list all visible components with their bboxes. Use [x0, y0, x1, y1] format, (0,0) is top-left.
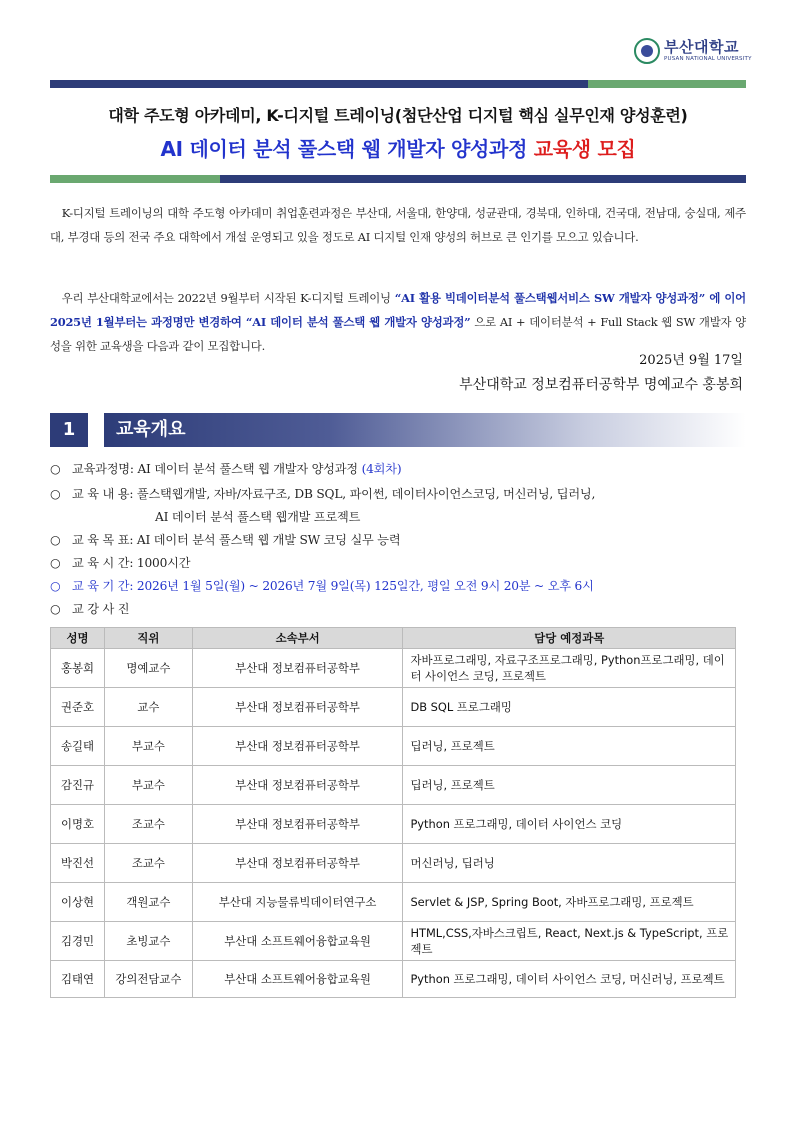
item-course-name — [50, 460, 401, 477]
table-row — [51, 649, 736, 688]
logo-english: PUSAN NATIONAL UNIVERSITY — [664, 55, 752, 62]
cell-title: 명예교수 — [104, 649, 192, 688]
cell-title: 강의전담교수 — [104, 961, 192, 998]
cell-name: 이명호 — [51, 805, 105, 844]
cell-dept: 부산대 정보컴퓨터공학부 — [192, 766, 403, 805]
cell-subject: 머신러닝, 딥러닝 — [403, 844, 736, 883]
cell-dept: 부산대 지능물류빅데이터연구소 — [192, 883, 403, 922]
cell-subject: 자바프로그래밍, 자료구조프로그래밍, Python프로그래밍, 데이터 사이언스 코딩, 프로젝트 — [403, 649, 736, 688]
university-logo — [634, 36, 752, 66]
bullet-icon: ○ — [50, 533, 61, 547]
item-goal — [50, 531, 400, 548]
cell-subject: Servlet & JSP, Spring Boot, 자바프로그래밍, 프로젝트 — [403, 883, 736, 922]
divider-top-green — [588, 80, 746, 88]
cell-subject: DB SQL 프로그래밍 — [403, 688, 736, 727]
cell-name: 권준호 — [51, 688, 105, 727]
item-value: 1000시간 — [136, 556, 191, 570]
item-value: 2026년 1월 5일(월) ~ 2026년 7월 9일(목) 125일간, 평일 오전 9시 20분 ~ 오후 6시 — [136, 579, 594, 593]
bullet-icon: ○ — [50, 462, 61, 476]
section-title-bar — [104, 413, 746, 447]
item-label: 교 육 기 간: — [72, 579, 137, 593]
item-content-continued — [155, 508, 360, 525]
cell-subject: HTML,CSS,자바스크립트, React, Next.js & TypeScript, 프로젝트 — [403, 922, 736, 961]
intro-paragraph-1-text: K-디지털 트레이닝의 대학 주도형 아카데미 취업훈련과정은 부산대, 서울대, 한양대, 성균관대, 경북대, 인하대, 건국대, 전남대, 숭실대, 제주대, 부경대 등의 전국 주요 대학에서 개설 운영되고 있을 정도로 AI 디지털 인재 양성의 허브로 큰 인기를 모으고 있습니다. — [50, 206, 746, 244]
bullet-icon: ○ — [50, 602, 61, 616]
intro-paragraph-2 — [50, 286, 746, 358]
cell-dept: 부산대 소프트웨어융합교육원 — [192, 961, 403, 998]
column-header: 성명 — [51, 628, 105, 649]
instructor-table — [50, 627, 736, 998]
logo-name: 부산대학교 — [664, 37, 739, 56]
cell-name: 박진선 — [51, 844, 105, 883]
item-label: 교육과정명: — [72, 462, 138, 476]
intro-paragraph-2-text-c: 으로 AI + 데이터분석 + Full Stack 웹 SW 개발자 양성을 위한 교육생을 다음과 같이 모집합니다. — [50, 315, 746, 353]
item-label: 교 육 내 용: — [72, 487, 137, 501]
cell-dept: 부산대 소프트웨어융합교육원 — [192, 922, 403, 961]
item-value: 풀스택웹개발, 자바/자료구조, DB SQL, 파이썬, 데이터사이언스코딩, 머신러닝, 딥러닝, — [136, 487, 596, 501]
item-value: AI 데이터 분석 풀스택 웹개발 프로젝트 — [155, 510, 361, 524]
cell-dept: 부산대 정보컴퓨터공학부 — [192, 844, 403, 883]
divider-bottom-green — [50, 175, 220, 183]
table-row — [51, 766, 736, 805]
cell-dept: 부산대 정보컴퓨터공학부 — [192, 688, 403, 727]
item-instructors — [50, 600, 129, 617]
divider-bottom-navy — [220, 175, 746, 183]
cell-subject: Python 프로그래밍, 데이터 사이언스 코딩, 머신러닝, 프로젝트 — [403, 961, 736, 998]
item-period — [50, 577, 594, 594]
cell-title: 객원교수 — [104, 883, 192, 922]
intro-paragraph-2-highlight: “AI 활용 빅데이터분석 풀스택웹서비스 SW 개발자 양성과정” 에 이어 2025년 1월부터는 과정명만 변경하여 “AI 데이터 분석 풀스택 웹 개발자 양성과정” — [50, 291, 746, 329]
column-header: 소속부서 — [192, 628, 403, 649]
cell-title: 조교수 — [104, 844, 192, 883]
cell-dept: 부산대 정보컴퓨터공학부 — [192, 805, 403, 844]
cell-name: 감진규 — [51, 766, 105, 805]
table-row — [51, 805, 736, 844]
cell-name: 홍봉희 — [51, 649, 105, 688]
table-row — [51, 922, 736, 961]
table-row — [51, 961, 736, 998]
cell-name: 김태연 — [51, 961, 105, 998]
cell-title: 교수 — [104, 688, 192, 727]
intro-paragraph-2-text-a: 우리 부산대학교에서는 2022년 9월부터 시작된 K-디지털 트레이닝 — [61, 291, 395, 305]
cell-subject: 딥러닝, 프로젝트 — [403, 766, 736, 805]
cell-title: 초빙교수 — [104, 922, 192, 961]
page-title-main: AI 데이터 분석 풀스택 웹 개발자 양성과정 — [160, 137, 528, 161]
intro-paragraph-1 — [50, 201, 746, 249]
item-value: AI 데이터 분석 풀스택 웹 개발 SW 코딩 실무 능력 — [136, 533, 401, 547]
item-content — [50, 485, 595, 502]
column-header: 직위 — [104, 628, 192, 649]
cell-subject: 딥러닝, 프로젝트 — [403, 727, 736, 766]
announcement-signature: 부산대학교 정보컴퓨터공학부 명예교수 홍봉희 — [459, 377, 743, 393]
table-row — [51, 727, 736, 766]
item-label: 교 육 시 간: — [72, 556, 137, 570]
cell-name: 이상현 — [51, 883, 105, 922]
announcement-date: 2025년 9월 17일 — [639, 353, 743, 368]
item-label: 교 육 목 표: — [72, 533, 137, 547]
bullet-icon: ○ — [50, 487, 61, 501]
page-title-accent: 교육생 모집 — [533, 137, 636, 161]
section-number: 1 — [50, 413, 88, 447]
column-header: 담당 예정과목 — [403, 628, 736, 649]
section-title: 교육개요 — [116, 419, 186, 440]
table-row — [51, 844, 736, 883]
university-seal-icon — [634, 38, 660, 64]
cell-dept: 부산대 정보컴퓨터공학부 — [192, 727, 403, 766]
cell-name: 김경민 — [51, 922, 105, 961]
page-title — [50, 133, 746, 162]
cell-subject: Python 프로그래밍, 데이터 사이언스 코딩 — [403, 805, 736, 844]
item-hours — [50, 554, 190, 571]
cell-title: 조교수 — [104, 805, 192, 844]
table-row — [51, 883, 736, 922]
item-value: AI 데이터 분석 풀스택 웹 개발자 양성과정 — [137, 462, 362, 476]
divider-top-navy — [50, 80, 588, 88]
bullet-icon: ○ — [50, 556, 61, 570]
table-row — [51, 688, 736, 727]
item-round: (4회차) — [361, 462, 402, 476]
bullet-icon: ○ — [50, 579, 61, 593]
cell-name: 송길태 — [51, 727, 105, 766]
page-subtitle: 대학 주도형 아카데미, K-디지털 트레이닝(첨단산업 디지털 핵심 실무인재 양성훈련) — [108, 106, 688, 125]
cell-title: 부교수 — [104, 766, 192, 805]
item-label: 교 강 사 진 — [72, 602, 130, 616]
cell-dept: 부산대 정보컴퓨터공학부 — [192, 649, 403, 688]
cell-title: 부교수 — [104, 727, 192, 766]
table-header-row — [51, 628, 736, 649]
